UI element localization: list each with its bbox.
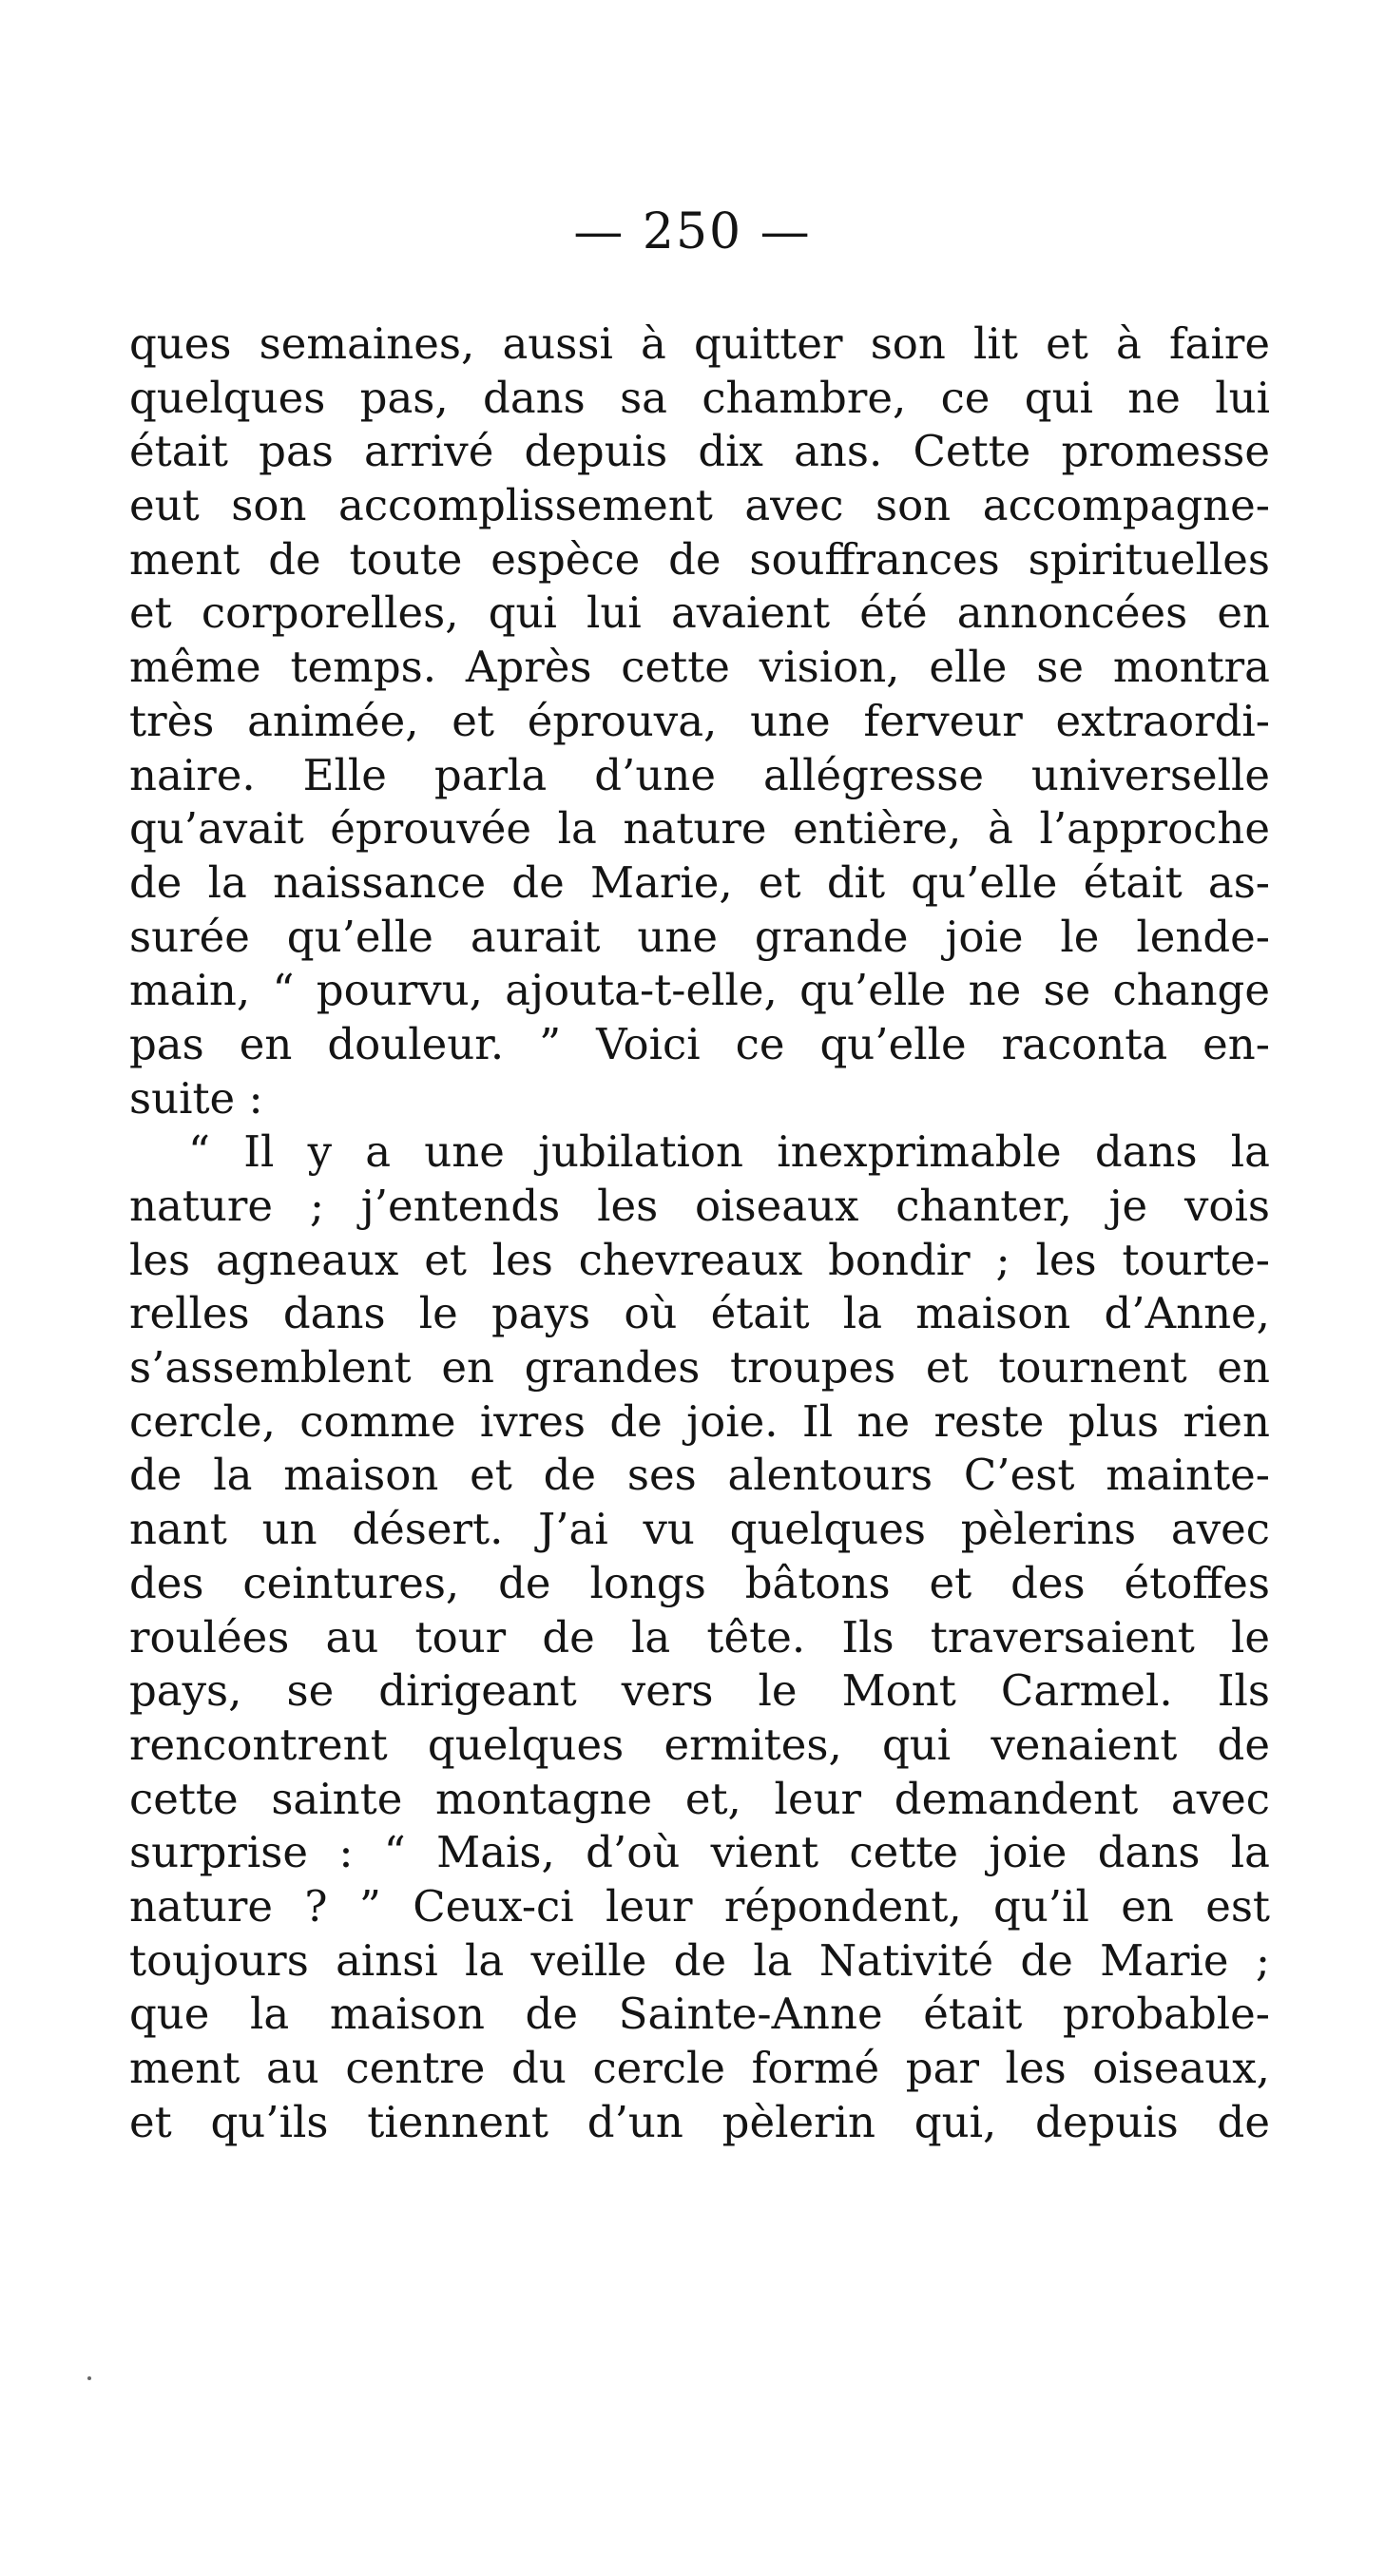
- text-line: était pas arrivé depuis dix ans. Cette promesse: [129, 426, 1270, 477]
- text-line: cercle, comme ivres de joie. Il ne reste plus rien: [129, 1395, 1270, 1447]
- print-speck: [87, 2376, 91, 2380]
- text-line: ment de toute espèce de souffrances spirituelles: [129, 533, 1270, 585]
- text-line: même temps. Après cette vision, elle se montra: [129, 642, 1270, 693]
- text-line: qu’avait éprouvée la nature entière, à l’approche: [129, 803, 1270, 855]
- text-line: ment au centre du cercle formé par les oiseaux,: [129, 2043, 1270, 2093]
- text-line: pays, se dirigeant vers le Mont Carmel. Ils: [129, 1665, 1270, 1717]
- text-line: et corporelles, qui lui avaient été annoncées en: [129, 587, 1270, 639]
- text-line: cette sainte montagne et, leur demandent avec: [129, 1773, 1270, 1824]
- text-line: naire. Elle parla d’une allégresse universelle: [129, 749, 1270, 800]
- text-line: les agneaux et les chevreaux bondir ; les tourte-: [129, 1234, 1270, 1285]
- text-line: pas en douleur. ” Voici ce qu’elle raconta en-: [129, 1018, 1270, 1069]
- text-line: nature ; j’entends les oiseaux chanter, je vois: [129, 1181, 1270, 1231]
- text-line: surée qu’elle aurait une grande joie le lende-: [129, 911, 1270, 962]
- text-line: très animée, et éprouva, une ferveur extraordi-: [129, 695, 1270, 746]
- text-line: s’assemblent en grandes troupes et tournent en: [129, 1342, 1270, 1394]
- text-line: rencontrent quelques ermites, qui venaient de: [129, 1719, 1270, 1770]
- text-line: surprise : “ Mais, d’où vient cette joie dans la: [129, 1827, 1270, 1878]
- text-line: main, “ pourvu, ajouta-t-elle, qu’elle ne se change: [129, 965, 1270, 1016]
- text-line: de la maison et de ses alentours C’est mainte-: [129, 1450, 1270, 1501]
- text-line: “ Il y a une jubilation inexprimable dans la: [188, 1126, 1270, 1178]
- page-number: — 250 —: [573, 203, 812, 260]
- text-line: suite :: [129, 1072, 263, 1124]
- text-line: et qu’ils tiennent d’un pèlerin qui, depuis de: [129, 2096, 1270, 2147]
- text-line: toujours ainsi la veille de la Nativité de Marie ;: [129, 1934, 1270, 1986]
- text-line: quelques pas, dans sa chambre, ce qui ne lui: [129, 372, 1270, 423]
- body-text: [129, 317, 1270, 2149]
- text-line: nant un désert. J’ai vu quelques pèlerins avec: [129, 1504, 1270, 1555]
- text-line: eut son accomplissement avec son accompagne-: [129, 480, 1270, 531]
- text-line: relles dans le pays où était la maison d’Anne,: [129, 1288, 1270, 1339]
- text-line: de la naissance de Marie, et dit qu’elle était as-: [129, 856, 1270, 908]
- text-line: des ceintures, de longs bâtons et des étoffes: [129, 1557, 1270, 1608]
- text-line: nature ? ” Ceux-ci leur répondent, qu’il en est: [129, 1880, 1270, 1932]
- text-line: que la maison de Sainte-Anne était probable-: [129, 1989, 1270, 2040]
- text-line: roulées au tour de la tête. Ils traversaient le: [129, 1611, 1270, 1663]
- text-line: ques semaines, aussi à quitter son lit et à faire: [129, 318, 1270, 369]
